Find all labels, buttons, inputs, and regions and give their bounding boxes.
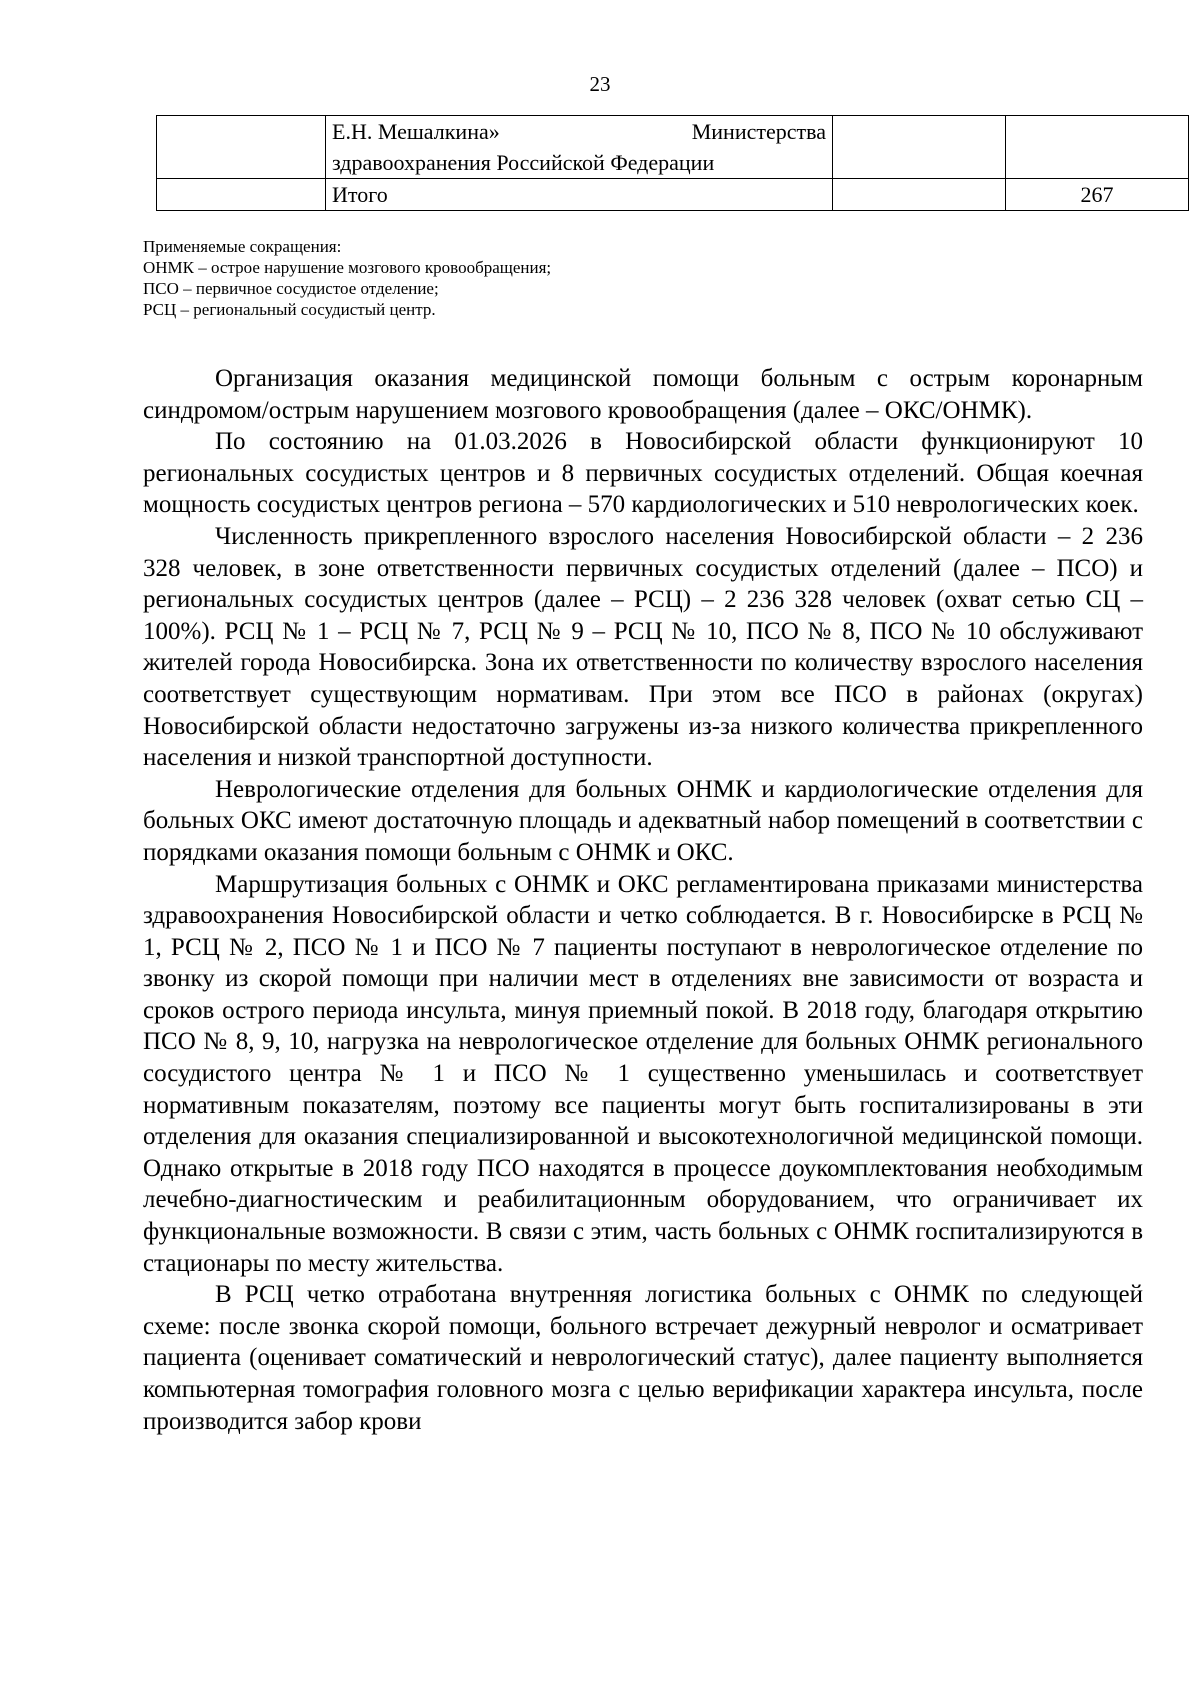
table-cell-empty [833, 116, 1006, 179]
organization-name-part: Е.Н. Мешалкина» [332, 119, 500, 144]
table-cell-value [1006, 116, 1189, 179]
abbreviation-item: ОНМК – острое нарушение мозгового кровообращения; [143, 258, 552, 277]
paragraph: В РСЦ четко отработана внутренняя логистика больных с ОНМК по следующей схеме: после звонка скорой помощи, больного встречает дежурный невролог и осматривает пациента (оценивает соматический и неврологический статус), далее пациенту выполняется компьютерная томография головного мозга с целью верификации характера инсульта, после производится забор крови [143, 1281, 1143, 1435]
abbreviation-item: РСЦ – региональный сосудистый центр. [143, 300, 436, 319]
page-number: 23 [589, 72, 611, 96]
organization-name-part: Министерства [691, 119, 826, 144]
paragraph: Неврологические отделения для больных ОНМК и кардиологические отделения для больных ОКС имеют достаточную площадь и адекватный набор помещений в соответствии с порядками оказания помощи больным с ОНМК и ОКС. [143, 775, 1143, 866]
table-cell-organization [326, 116, 833, 179]
table-row-total [157, 179, 1189, 211]
abbreviations-title: Применяемые сокращения: [143, 237, 342, 256]
total-label: Итого [326, 179, 833, 211]
table-cell-empty [157, 116, 326, 179]
table-cell-empty [157, 179, 326, 211]
paragraph: Организация оказания медицинской помощи больным с острым коронарным синдромом/острым нарушением мозгового кровообращения (далее – ОКС/ОНМК). [143, 365, 1143, 424]
abbreviation-item: ПСО – первичное сосудистое отделение; [143, 279, 439, 298]
body-text [143, 363, 1143, 1437]
table-cell-empty [833, 179, 1006, 211]
paragraph: Численность прикрепленного взрослого населения Новосибирской области – 2 236 328 человек, в зоне ответственности первичных сосудистых отделений (далее – ПСО) и региональных сосудистых центров (далее – РСЦ) – 2 236 328 человек (охват сетью СЦ – 100%). РСЦ № 1 – РСЦ № 7, РСЦ № 9 – РСЦ № 10, ПСО № 8, ПСО № 10 обслуживают жителей города Новосибирска. Зона их ответственности по количеству взрослого населения соответствует существующим нормативам. При этом все ПСО в районах (округах) Новосибирской области недостаточно загружены из-за низкого количества прикрепленного населения и низкой транспортной доступности. [143, 522, 1143, 772]
total-value: 267 [1006, 179, 1189, 211]
paragraph: По состоянию на 01.03.2026 в Новосибирской области функционируют 10 региональных сосудистых центров и 8 первичных сосудистых отделений. Общая коечная мощность сосудистых центров региона – 570 кардиологических и 510 неврологических коек. [143, 428, 1143, 519]
abbreviations-block [143, 236, 551, 320]
paragraph: Маршрутизация больных с ОНМК и ОКС регламентирована приказами министерства здравоохранения Новосибирской области и четко соблюдается. В г. Новосибирске в РСЦ № 1, РСЦ № 2, ПСО № 1 и ПСО № 7 пациенты поступают в неврологическое отделение по звонку из скорой помощи при наличии мест в отделениях вне зависимости от возраста и сроков острого периода инсульта, минуя приемный покой. В 2018 году, благодаря открытию ПСО № 8, 9, 10, нагрузка на неврологическое отделение для больных ОНМК регионального сосудистого центра № 1 и ПСО № 1 существенно уменьшилась и соответствует нормативным показателям, поэтому все пациенты могут быть госпитализированы в эти отделения для оказания специализированной и высокотехнологичной медицинской помощи. Однако открытые в 2018 году ПСО находятся в процессе доукомплектования необходимым лечебно-диагностическим и реабилитационным оборудованием, что ограничивает их функциональные возможности. В связи с этим, часть больных с ОНМК госпитализируются в стационары по месту жительства. [143, 870, 1143, 1277]
table-row [157, 116, 1189, 179]
continuation-table [156, 115, 1189, 211]
organization-name-part: здравоохранения Российской Федерации [332, 150, 715, 175]
